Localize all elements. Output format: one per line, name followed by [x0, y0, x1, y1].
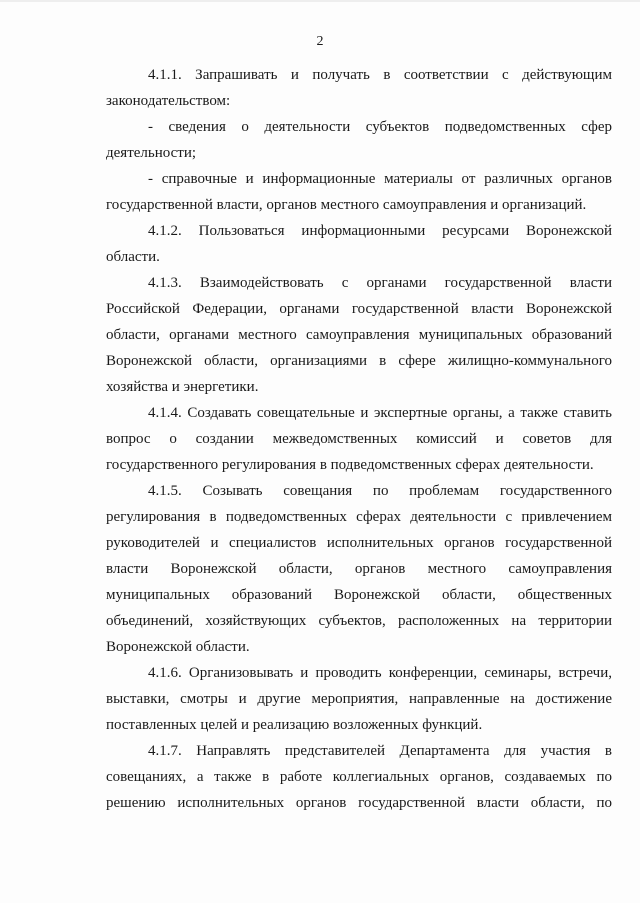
text-line: 4.1.7. Направлять представителей Департамента для участия в — [148, 743, 612, 759]
paragraph-p-4-1-3 — [106, 270, 612, 400]
text-line: - справочные и информационные материалы от различных органов — [148, 171, 612, 187]
page-number: 2 — [316, 34, 324, 49]
text-line: совещаниях, а также в работе коллегиальных органов, создаваемых по — [106, 769, 612, 785]
text-line: руководителей и специалистов исполнительных органов государственной — [106, 535, 612, 551]
text-line: 4.1.5. Созывать совещания по проблемам государственного — [148, 483, 612, 499]
paragraph-p-dash-2 — [106, 166, 612, 218]
text-line: выставки, смотры и другие мероприятия, направленные на достижение — [106, 691, 612, 707]
paragraph-p-4-1-1 — [106, 62, 612, 114]
text-line: - сведения о деятельности субъектов подведомственных сфер — [148, 119, 612, 135]
paragraph-p-4-1-4 — [106, 400, 612, 478]
text-line: 4.1.4. Создавать совещательные и экспертные органы, а также ставить — [148, 405, 612, 421]
paragraph-p-4-1-2 — [106, 218, 612, 270]
paragraph-p-4-1-5 — [106, 478, 612, 660]
text-line: поставленных целей и реализацию возложенных функций. — [106, 717, 483, 733]
text-line: деятельности; — [106, 145, 197, 161]
text-line: решению исполнительных органов государственной власти области, по — [106, 795, 612, 811]
document-body — [106, 62, 612, 816]
text-line: 4.1.3. Взаимодействовать с органами государственной власти — [148, 275, 612, 291]
text-line: 4.1.1. Запрашивать и получать в соответствии с действующим — [148, 67, 612, 83]
text-line: хозяйства и энергетики. — [106, 379, 259, 395]
text-line: объединений, хозяйствующих субъектов, расположенных на территории — [106, 613, 612, 629]
paragraph-p-4-1-7 — [106, 738, 612, 816]
text-line: Российской Федерации, органами государственной власти Воронежской — [106, 301, 612, 317]
text-line: вопрос о создании межведомственных комиссий и советов для — [106, 431, 612, 447]
text-line: 4.1.6. Организовывать и проводить конференции, семинары, встречи, — [148, 665, 612, 681]
text-line: 4.1.2. Пользоваться информационными ресурсами Воронежской — [148, 223, 612, 239]
text-line: государственного регулирования в подведомственных сферах деятельности. — [106, 457, 594, 473]
text-line: муниципальных образований Воронежской области, общественных — [106, 587, 612, 603]
text-line: области. — [106, 249, 160, 265]
text-line: власти Воронежской области, органов местного самоуправления — [106, 561, 612, 577]
text-line: Воронежской области. — [106, 639, 250, 655]
scan-edge — [0, 0, 640, 2]
paragraph-p-4-1-6 — [106, 660, 612, 738]
text-line: регулирования в подведомственных сферах деятельности с привлечением — [106, 509, 612, 525]
text-line: государственной власти, органов местного самоуправления и организаций. — [106, 197, 587, 213]
text-line: области, органами местного самоуправления муниципальных образований — [106, 327, 612, 343]
text-line: законодательством: — [106, 93, 231, 109]
paragraph-p-dash-1 — [106, 114, 612, 166]
text-line: Воронежской области, организациями в сфере жилищно-коммунального — [106, 353, 612, 369]
